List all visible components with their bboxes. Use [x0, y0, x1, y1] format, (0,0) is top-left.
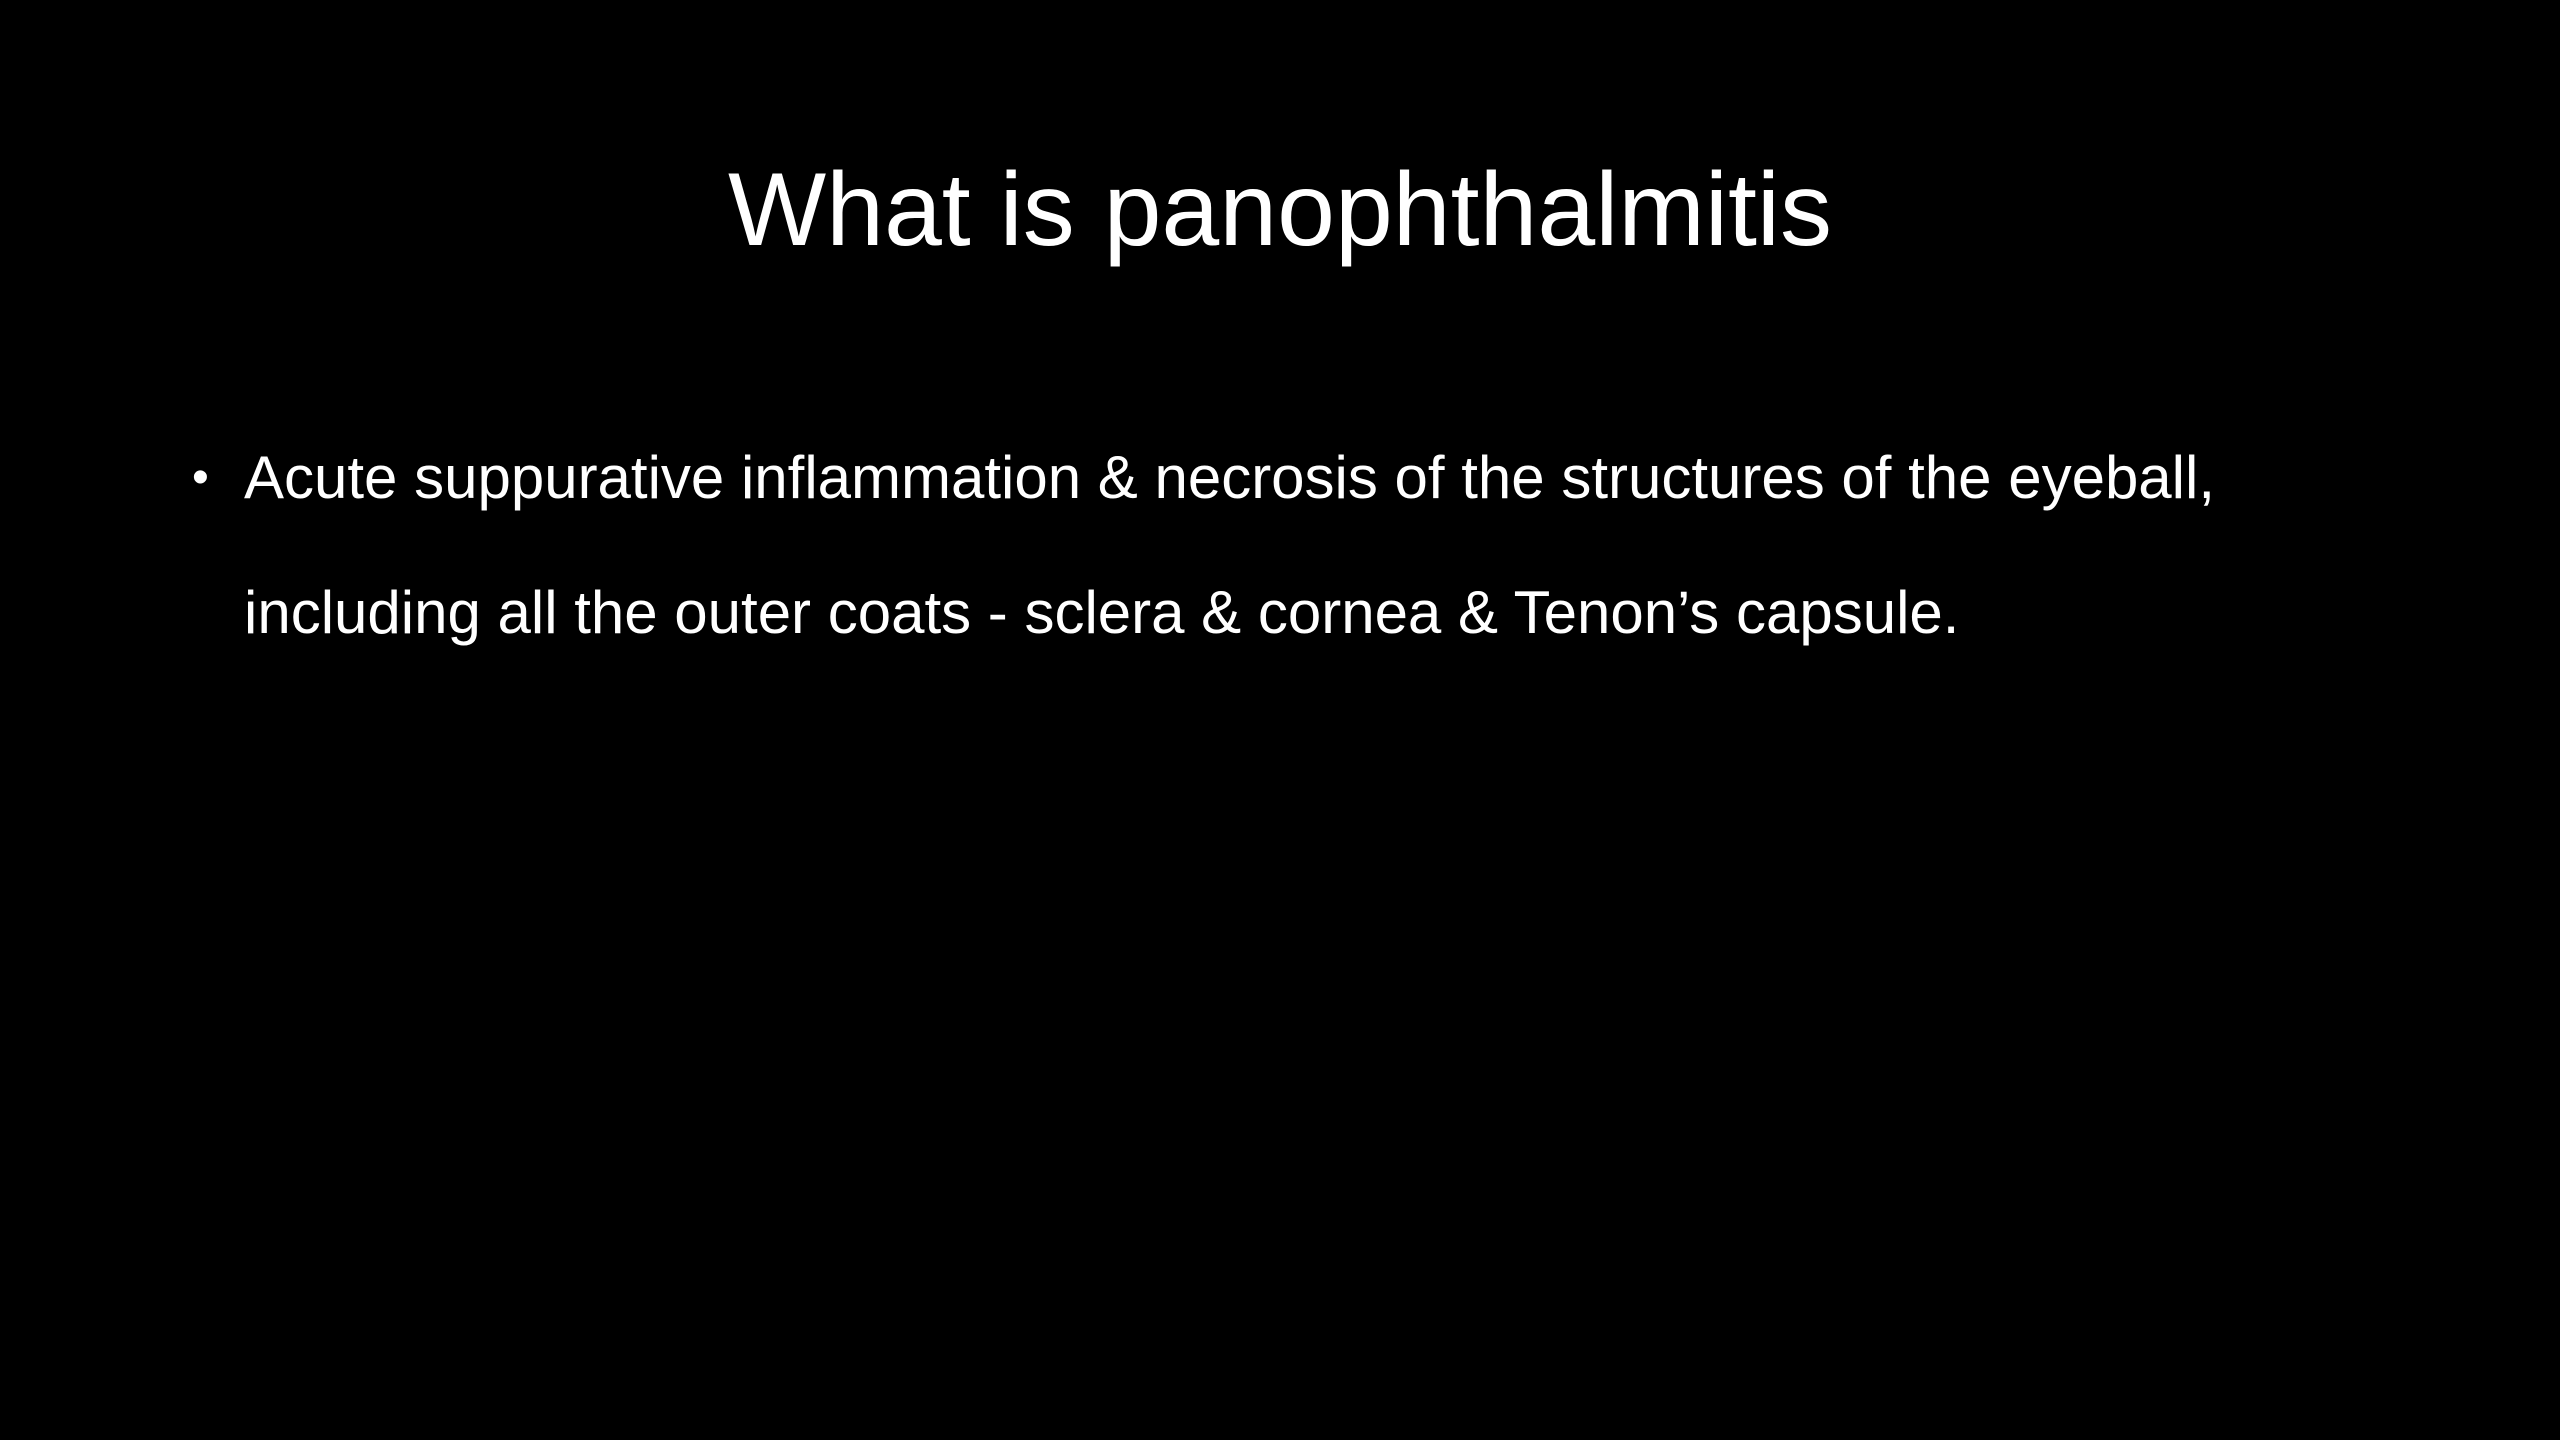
bullet-list — [190, 410, 2390, 680]
bullet-marker: • — [192, 451, 209, 504]
bullet-item — [190, 410, 2390, 680]
slide-title: What is panophthalmitis — [727, 152, 1833, 268]
bullet-text: Acute suppurative inflammation & necrosis of the structures of the eyeball, including all the outer coats - sclera & cornea & Tenon’s capsule. — [244, 444, 2216, 646]
